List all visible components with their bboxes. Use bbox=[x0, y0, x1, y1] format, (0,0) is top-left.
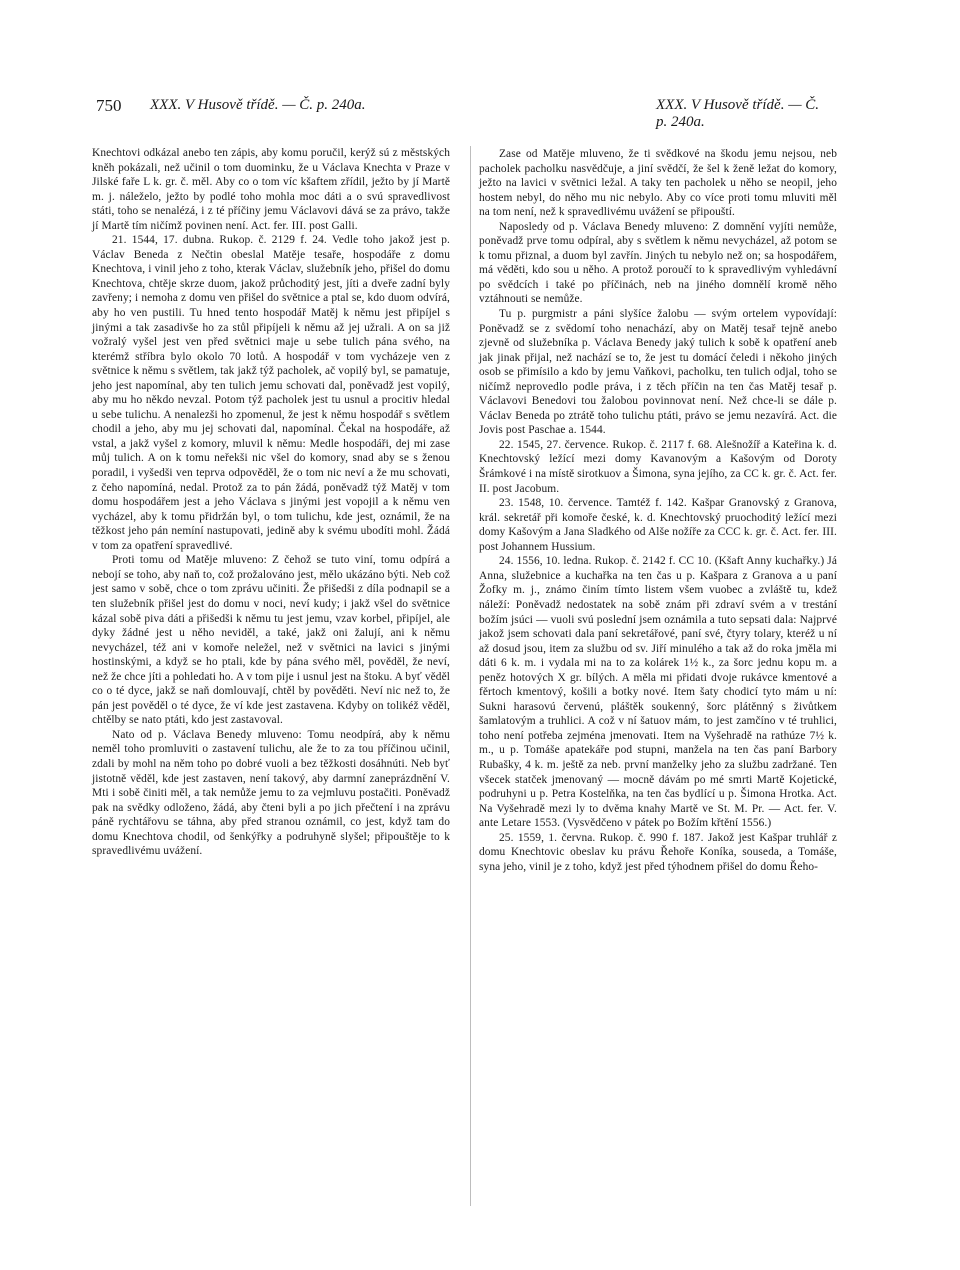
right-column bbox=[479, 147, 837, 874]
paragraph: Zase od Matěje mluveno, že ti svědkové na škodu jemu nejsou, neb pacholek pacholku nasvědčuje, a jiní svědčí, že šel k ženě ležat do komory, ježto na lavici v světnici ležal. A taky ten pacholek u něho se neopil, jeho hostem nebyl, do něho mu nic nebylo. Aby co více proti tomu mluviti měl na tom není, než k spravedlivému uvážení se připouští. bbox=[479, 148, 837, 219]
column-divider bbox=[470, 146, 471, 1206]
paragraph: 22. 1545, 27. července. Rukop. č. 2117 f. 68. Alešnožíř a Kateřina k. d. Knechtovský ležící mezi domy Kavanovým a Kašovým od Doroty Šrámkové i na místě sirotkuov a Šimona, syna jejího, za CC k. gr. č. Act. fer. II. post Jacobum. bbox=[479, 438, 837, 495]
paragraph: Nato od p. Václava Benedy mluveno: Tomu neodpírá, aby k němu neměl toho promluviti o zastavení tulichu, ale že to za tou příčinou učinil, zdali by mohl na něm toho po dobré vuoli a bez těžkosti dosáhnúti. Neb byť jistotně věděl, kde jest zastaven, není takový, aby darmní zaneprázdnění V. Mti i sobě činiti měl, a tak nemůže jemu to za vejmluvu postačiti. Poněvadž pak na svědky odloženo, žádá, aby čteni byli a po jich přečtení i na zprávu páně rychtářovu se táhna, aby před stranou oznámil, co jest, když tam do domu Knechtova chodil, od šenkýřky a podruhyně slyšel; připouštěje to k spravedlivému uvážení. bbox=[92, 728, 450, 858]
page-number: 750 bbox=[96, 96, 122, 115]
paragraph: Knechtovi odkázal anebo ten zápis, aby komu poručil, kerýž sú z městských kněh pokázali, než učinil o tom duominku, že u Václava Knechta v Praze v Jilské faře L k. gr. č. měl. Aby co o tom víc kšaftem zřídil, ježto by jí Martě m. j. náleželo, ježto by podlé toho mohla moc dáti a o svú spravedlivost státi, toho se nenalézá, i z té příčiny jemu Václavovi dává se za právo, takže jí Martě tím ničímž povinen není. Act. fer. III. post Galli. bbox=[92, 147, 450, 232]
paragraph: 23. 1548, 10. července. Tamtéž f. 142. Kašpar Granovský z Granova, král. sekretář při komoře české, k. d. Knechtovský pruochoditý ležící mezi domy Kašovým a Jana Sladkého od Alše nožíře za CCC k. gr. č. Act. fer. III. post Johannem Hussium. bbox=[479, 497, 837, 553]
running-header bbox=[96, 96, 824, 130]
left-column bbox=[92, 146, 450, 859]
paragraph: Naposledy od p. Václava Benedy mluveno: Z domnění vyjíti nemůže, poněvadž prve tomu odpíral, aby s světlem k němu nevycházel, až potom se k tomu přiznal, a duom byl zavřín. Jiných tu nebylo než on; sa hospodářem, má věděti, kdo sou u něho. A protož poroučí to k spravedlivým vyhledávní po svědcích i také po příčinách, neb na jiného domnělí kromě něho vztáhnouti se nemůže. bbox=[479, 220, 837, 306]
paragraph: Proti tomu od Matěje mluveno: Z čehož se tuto viní, tomu odpírá a nebojí se toho, aby naň to, což prožalováno jest, mělo ukázáno býti. Neb což jest samo v sobě, chce o tom zprávu učiniti. Že přišedši z díla podnapil se a ten služebník přišel jest do domu v noci, neví kudy; i jakž všel do světnice kázal sobě piva dáti a přišedši k němu tu jest jemu, vzav korbel, připíjel, ale dyky žádné jest u něho neviděl, a také, jakž oni žalují, ani k němu nevycházel, též ani v komoře neležel, než v světnici na lavici s jinými hostinskými, a když se ho ptali, kde by pána svého měl, pověděl, že neví, než že chce jíti a pohledati ho. A v tom pije i usnul jest na štoku. A byť věděl co o té dyce, jakž se naň domlouvají, chtěl by pověděti. Neví nic než to, že pán jest pověděl o té dyce, že ví kde jest zastavena. Kdyby on tolikéž věděl, chtělby se nato ptáti, kdo jest zastavoval. bbox=[92, 554, 450, 727]
paragraph: 25. 1559, 1. června. Rukop. č. 990 f. 187. Jakož jest Kašpar truhlář z domu Knechtovic obeslav ku právu Řehoře Koníka, souseda, a Tomáše, syna jeho, vinil je z toho, když jest před týhodnem přišel do domu Řeho- bbox=[479, 831, 837, 873]
paragraph: 21. 1544, 17. dubna. Rukop. č. 2129 f. 24. Vedle toho jakož jest p. Václav Beneda z Nečtin obeslal Matěje tesaře, hospodáře z domu Knechtova, i vinil jeho z toho, kterak Václav, služebník jeho, přišel do domu Knechtova, chtěje skrze duom, jakož průchoditý jest, jíti a dveře zadní byly zavřeny; i nemoha z domu ven přišel do světnice a ptal se, kdo duom odvírá, aby ho ven pustili. Tu hned tento hospodář Matěj k němu jest připíjel s jinými a tak zasadivše ho za stůl připíjeli k němu až jej užrali. A on sa již vožralý vyšel jest ven před světnici maje u sebe tulich pána svého, na kterémž stříbra bylo okolo 70 lotů. A hospodář v tom vycházeje ven z světnice k němu s světlem, tak jakž týž pacholek, ač vopilý byl, se pamatuje, jeho jest napomínal, aby ten tulich jemu schovati dal, poněvadž jest vopilý, aby mu ho někdo nevzal. Potom týž pacholek jest tu usnul a procitiv hledal u sebe tulichu. A nenalezši ho zpomenul, že jest k němu hospodář s světlem chodil a jeho, aby mu jej schovati dal, napomínal. Čekal na hospodáře, až vstal, a jakž vyšel z komory, mluvil k němu: Medle hospodáři, dej mi zase můj tulich. A on k tomu neřekši nic všel do komory, snad aby se s ženou poradil, i vyšedši ven teprva odpověděl, že o tom nic neví a že mu schovati, z čeho napomíná, nedal. Protož za to pán žádá, poněvadž týž Matěj v tom domu hospodářem jest a jeho Václava s jinými jest vopojil a k němu ven vycházel, aby k tomu přidržán byl, o tom tulichu, kde jest, oznámil, že na těžkost jeho pán nemíní nastupovati, jedině aby k svému ubodíti mohl. Žádá v tom za opatření spravedlivé. bbox=[92, 234, 450, 552]
paragraph: 24. 1556, 10. ledna. Rukop. č. 2142 f. CC 10. (Kšaft Anny kuchařky.) Já Anna, služebnice a kuchařka na ten čas u p. Kašpara z Granova a u paní Žofky m. j., známo činím tímto listem všem vuobec a zvláště tu, kdež náleží: Poněvadž nedostatek na sobě znám při zdraví svém a v trestání božím jsúci — vuoli svú poslední jsem oznámila a tuto sepsati dala: Najprvé jakož jsem schovati dala paní sekretářové, paní své, čtyry tolary, kteréž u ní až dosud jsou, item za službu od sv. Jiří minulého a tak až do roka jměla mi dáti 6 k. m. i vydala mi na to za kolárek 1½ k., za šorc jednu kopu m. a peněz hotových X gr. bílých. A měla mi přidati dvoje rukávce kmentové a fěrtoch kmentový, košili a botky nové. Item šaty chodicí tyto mám u ní: Sukni harasovú červenú, pláštěk soukenný, šorc plátěnný s živůtkem šamlatovým a truhlici. A což v ní šatuov mám, to jest zamčíno v té truhlici, toho není potřeba zejména jmenovati. Item na Vyšehradě na rathúze 7½ k. m., u p. Tomáše apatekáře pod stupni, manžela na ten čas paní Barbory Rubašky, 4 k. m. ještě za neb. první manželky jeho za službu zadržané. Ten všecek statček jmenovaný — mocně dávám po mé smrti Martě Kojetické, podruhyni u p. Petra Kostelňka, na ten čas bydlící u p. Šimona Hrotka. Act. Na Vyšehradě mezi ly to dvěma knahy Martě ve St. M. Pr. — Act. fer. V. ante Letare 1553. (Vysvědčeno v pátek po Božím křtění 1556.) bbox=[479, 555, 837, 830]
right-running-title: XXX. V Husově třídě. — Č. p. 240a. bbox=[656, 97, 820, 130]
left-running-title: XXX. V Husově třídě. — Č. p. 240a. bbox=[150, 97, 366, 113]
paragraph: Tu p. purgmistr a páni slyšíce žalobu — svým ortelem vypovídají: Poněvadž se z svědomí toho nenachází, aby on Matěj tesař tejně anebo zjevně od služebníka p. Václava Benedy jaký tulich k sobě k opatření aneb jak jinak přijal, než nachází se to, že jest tu domácí čeledi i někoho jiných osob se přimísilo a kdo by jemu Vaňkovi, pacholku, ten tulich odjal, toho se ničímž neprovedlo podle práva, i z těch příčin na ten čas Matěj tesař p. Václavovi Benedovi tou žalobou povinnovat není. Než chce-li se dále p. Václav Beneda po ztrátě toho tulichu ptáti, právo se jemu nezavírá. Act. die Jovis post Paschae a. 1544. bbox=[479, 308, 837, 437]
